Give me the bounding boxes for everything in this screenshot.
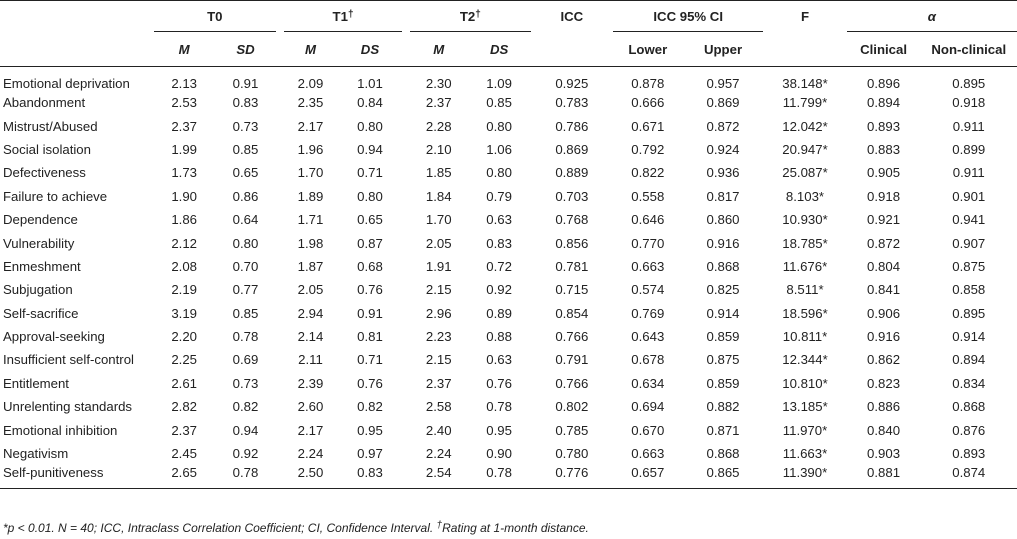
cell-t0m: 2.37 <box>171 118 197 134</box>
cell-t1ds: 0.65 <box>357 212 383 228</box>
row-label: Subjugation <box>3 282 73 298</box>
cell-clin: 0.872 <box>867 235 901 251</box>
cell-t0sd: 0.83 <box>232 95 259 111</box>
cell-t1ds: 0.97 <box>357 446 383 462</box>
cell-t1ds: 1.01 <box>357 76 383 91</box>
table-row <box>0 395 1017 418</box>
cell-t0sd: 0.69 <box>232 352 259 368</box>
cell-t0sd: 0.73 <box>232 118 259 134</box>
cell-clin: 0.841 <box>867 282 901 298</box>
table-row <box>0 208 1017 231</box>
cell-nonclin: 0.918 <box>952 95 986 111</box>
cell-t1m: 2.39 <box>297 375 324 391</box>
row-label: Enmeshment <box>3 258 81 274</box>
cell-lower: 0.670 <box>631 422 665 438</box>
cell-t1ds: 0.91 <box>357 305 383 321</box>
cell-nonclin: 0.875 <box>952 258 986 274</box>
cell-t2m: 2.28 <box>425 118 452 134</box>
table-row <box>0 418 1017 441</box>
cell-t1ds: 0.81 <box>357 329 383 345</box>
cell-icc: 0.869 <box>555 141 589 157</box>
cell-f: 11.970* <box>782 422 828 438</box>
cell-t2m: 2.15 <box>425 282 452 298</box>
cell-t1m: 2.94 <box>297 305 324 321</box>
cell-t0m: 2.08 <box>171 258 197 274</box>
cell-t0m: 1.73 <box>171 165 197 181</box>
stub-header <box>0 1 154 32</box>
cell-t2ds: 0.63 <box>486 352 512 368</box>
cell-t0sd: 0.91 <box>232 76 259 91</box>
cell-icc: 0.791 <box>555 352 589 368</box>
cell-lower: 0.792 <box>631 141 665 157</box>
row-label: Mistrust/Abused <box>3 118 98 134</box>
cell-icc: 0.856 <box>555 235 589 251</box>
cell-lower: 0.694 <box>631 399 665 415</box>
cell-clin: 0.804 <box>867 258 901 274</box>
cell-clin: 0.886 <box>867 399 901 415</box>
cell-lower: 0.663 <box>631 258 665 274</box>
cell-t1m: 2.50 <box>284 465 338 489</box>
cell-t2ds: 0.89 <box>486 305 512 321</box>
t0-header: T0 <box>154 1 277 32</box>
cell-nonclin: 0.894 <box>952 352 986 368</box>
row-label: Self-sacrifice <box>3 305 79 321</box>
table-row <box>0 302 1017 325</box>
cell-t2m: 1.84 <box>425 188 452 204</box>
cell-t2m: 2.05 <box>425 235 452 251</box>
cell-nonclin: 0.868 <box>952 399 986 415</box>
cell-t1m: 1.89 <box>297 188 324 204</box>
cell-icc: 0.925 <box>555 76 589 91</box>
cell-t2ds: 0.78 <box>486 399 512 415</box>
cell-lower: 0.663 <box>631 446 665 462</box>
cell-f: 10.930* <box>782 212 828 228</box>
cell-upper: 0.957 <box>706 76 740 91</box>
row-label: Entitlement <box>3 375 69 391</box>
cell-t2ds: 1.09 <box>486 76 512 91</box>
cell-t0sd: 0.77 <box>232 282 259 298</box>
cell-clin: 0.916 <box>867 329 901 345</box>
cell-icc: 0.766 <box>555 329 589 345</box>
cell-t1m: 2.05 <box>297 282 324 298</box>
cell-icc: 0.766 <box>555 375 589 391</box>
cell-icc: 0.854 <box>555 305 589 321</box>
cell-lower: 0.770 <box>631 235 665 251</box>
cell-t0sd: 0.80 <box>232 235 259 251</box>
cell-t0m: 2.53 <box>171 95 197 111</box>
cell-t2ds: 0.72 <box>486 258 512 274</box>
cell-t0m: 2.37 <box>171 422 197 438</box>
cell-upper: 0.916 <box>706 235 740 251</box>
cell-icc: 0.802 <box>555 399 589 415</box>
cell-t2ds: 0.76 <box>486 375 512 391</box>
cell-icc: 0.781 <box>555 258 589 274</box>
row-label: Failure to achieve <box>3 188 108 204</box>
cell-f: 18.785* <box>782 235 828 251</box>
cell-t0sd: 0.85 <box>232 141 259 157</box>
cell-icc: 0.785 <box>555 422 589 438</box>
cell-clin: 0.905 <box>867 165 901 181</box>
cell-t1m: 1.70 <box>297 165 324 181</box>
table-row <box>0 161 1017 184</box>
cell-t2ds: 0.92 <box>486 282 512 298</box>
cell-f: 20.947* <box>782 141 828 157</box>
cell-t1ds: 0.95 <box>357 422 383 438</box>
cell-f: 38.148* <box>782 76 828 91</box>
row-label: Social isolation <box>3 141 91 157</box>
cell-f: 13.185* <box>782 399 828 415</box>
cell-upper: 0.882 <box>706 399 740 415</box>
cell-t1m: 1.96 <box>297 141 324 157</box>
table-row <box>0 465 1017 489</box>
cell-t1ds: 0.68 <box>357 258 383 274</box>
cell-t2ds: 0.88 <box>486 329 512 345</box>
cell-nonclin: 0.911 <box>952 118 985 134</box>
cell-t0m: 1.86 <box>171 212 197 228</box>
cell-lower: 0.878 <box>631 76 665 91</box>
cell-f: 8.103* <box>785 188 825 204</box>
cell-upper: 0.868 <box>706 258 740 274</box>
cell-clin: 0.918 <box>867 188 901 204</box>
row-label: Self-punitiveness <box>0 465 154 489</box>
cell-upper: 0.865 <box>683 465 764 489</box>
footnote-main: *p < 0.01. N = 40; ICC, Intraclass Correlation Coefficient; CI, Confidence Interval. <box>3 521 437 535</box>
cell-upper: 0.875 <box>706 352 740 368</box>
cell-t2m: 2.58 <box>425 399 452 415</box>
table-row <box>0 255 1017 278</box>
cell-upper: 0.936 <box>706 165 740 181</box>
cell-t1m: 2.14 <box>297 329 324 345</box>
row-label: Unrelenting standards <box>3 399 133 415</box>
cell-nonclin: 0.914 <box>952 329 986 345</box>
cell-t0m: 2.45 <box>171 446 197 462</box>
cell-upper: 0.914 <box>706 305 740 321</box>
cell-upper: 0.924 <box>706 141 740 157</box>
table-row <box>0 138 1017 161</box>
cell-t1m: 2.35 <box>297 95 324 111</box>
cell-t1m: 2.17 <box>297 118 324 134</box>
cell-f: 8.511* <box>786 282 824 298</box>
cell-nonclin: 0.895 <box>952 76 986 91</box>
cell-t0sd: 0.94 <box>232 422 259 438</box>
cell-t1ds: 0.76 <box>357 282 383 298</box>
cell-clin: 0.903 <box>867 446 901 462</box>
t1-ds-header: DS <box>337 32 402 67</box>
row-label: Negativism <box>3 446 69 462</box>
cell-t0sd: 0.92 <box>232 446 259 462</box>
dagger-mark: † <box>347 8 354 20</box>
cell-lower: 0.558 <box>631 188 665 204</box>
cell-lower: 0.574 <box>631 282 665 298</box>
cell-t2m: 1.91 <box>425 258 452 274</box>
cell-t0m: 2.12 <box>171 235 197 251</box>
t0-sd-header: SD <box>215 32 276 67</box>
cell-lower: 0.634 <box>631 375 665 391</box>
row-label: Dependence <box>3 212 78 228</box>
cell-t2ds: 0.63 <box>486 212 512 228</box>
cell-icc: 0.786 <box>555 118 589 134</box>
table-row <box>0 372 1017 395</box>
cell-f: 11.799* <box>782 95 828 111</box>
cell-t1m: 1.87 <box>297 258 324 274</box>
cell-t2m: 2.24 <box>425 446 452 462</box>
cell-t1m: 2.09 <box>297 76 324 91</box>
table-row <box>0 231 1017 254</box>
cell-f: 18.596* <box>782 305 828 321</box>
cell-nonclin: 0.899 <box>952 141 986 157</box>
cell-t1ds: 0.84 <box>357 95 383 111</box>
cell-upper: 0.825 <box>706 282 740 298</box>
cell-icc: 0.703 <box>555 188 589 204</box>
cell-t0sd: 0.65 <box>232 165 259 181</box>
cell-t2ds: 0.85 <box>486 95 512 111</box>
cell-t1m: 1.71 <box>297 212 324 228</box>
row-label: Insufficient self-control <box>3 352 134 368</box>
cell-t0sd: 0.64 <box>232 212 259 228</box>
table-row <box>0 185 1017 208</box>
cell-t0m: 2.20 <box>171 329 197 345</box>
cell-nonclin: 0.941 <box>952 212 986 228</box>
icc-header: ICC <box>538 1 605 32</box>
cell-t2ds: 0.90 <box>486 446 512 462</box>
cell-nonclin: 0.893 <box>952 446 986 462</box>
cell-t1ds: 0.82 <box>357 399 383 415</box>
cell-t2ds: 0.83 <box>486 235 512 251</box>
t0-m-header: M <box>154 32 215 67</box>
cell-t2m: 2.37 <box>425 95 452 111</box>
cell-clin: 0.823 <box>867 375 901 391</box>
footnote-rating: Rating at 1-month distance. <box>442 521 589 535</box>
cell-nonclin: 0.901 <box>952 188 986 204</box>
cell-t0m: 2.61 <box>171 375 197 391</box>
cell-t0m: 2.19 <box>171 282 197 298</box>
cell-t2m: 2.37 <box>425 375 452 391</box>
cell-clin: 0.894 <box>867 95 901 111</box>
cell-f: 12.042* <box>782 118 828 134</box>
cell-f: 11.676* <box>782 258 828 274</box>
cell-t2m: 2.10 <box>425 141 452 157</box>
lower-header: Lower <box>613 32 683 67</box>
table-row <box>0 442 1017 465</box>
cell-lower: 0.822 <box>631 165 665 181</box>
cell-t2ds: 0.80 <box>486 118 512 134</box>
row-label: Vulnerability <box>3 235 75 251</box>
cell-t2ds: 0.80 <box>486 165 512 181</box>
cell-upper: 0.859 <box>706 375 740 391</box>
cell-icc: 0.768 <box>555 212 589 228</box>
cell-t0m: 1.90 <box>171 188 197 204</box>
table-row <box>0 278 1017 301</box>
cell-lower: 0.643 <box>631 329 665 345</box>
cell-t0sd: 0.85 <box>232 305 259 321</box>
cell-t2ds: 0.78 <box>468 465 531 489</box>
cell-t1ds: 0.83 <box>337 465 402 489</box>
cell-t0sd: 0.73 <box>232 375 259 391</box>
footnote-dagger: † <box>436 520 443 531</box>
row-label: Emotional inhibition <box>3 422 118 438</box>
cell-nonclin: 0.911 <box>952 165 985 181</box>
cell-clin: 0.840 <box>867 422 901 438</box>
cell-icc: 0.780 <box>555 446 589 462</box>
cell-t1m: 2.60 <box>297 399 324 415</box>
dagger-mark: † <box>475 8 481 20</box>
cell-clin: 0.883 <box>867 141 901 157</box>
alpha-header: α <box>847 1 1017 32</box>
icc-ci-header: ICC 95% CI <box>613 1 763 32</box>
cell-clin: 0.921 <box>867 212 901 228</box>
t1-header: T1† <box>284 1 403 32</box>
cell-t1ds: 0.71 <box>357 352 383 368</box>
cell-t1m: 2.24 <box>297 446 324 462</box>
cell-t0sd: 0.70 <box>232 258 259 274</box>
cell-clin: 0.881 <box>847 465 921 489</box>
row-label: Emotional deprivation <box>3 76 130 91</box>
nonclinical-header: Non-clinical <box>921 32 1017 67</box>
cell-t1ds: 0.80 <box>357 118 383 134</box>
cell-t0m: 2.65 <box>154 465 215 489</box>
cell-t2m: 2.40 <box>425 422 452 438</box>
cell-t0m: 2.82 <box>171 399 197 415</box>
cell-t0sd: 0.86 <box>232 188 259 204</box>
cell-f: 10.810* <box>782 375 828 391</box>
cell-t2m: 2.23 <box>425 329 452 345</box>
cell-t1ds: 0.76 <box>357 375 383 391</box>
cell-t1m: 2.17 <box>297 422 324 438</box>
cell-clin: 0.906 <box>867 305 901 321</box>
table-footnote <box>3 520 589 535</box>
cell-upper: 0.868 <box>706 446 740 462</box>
cell-t0m: 2.13 <box>171 76 197 91</box>
cell-t2ds: 0.79 <box>486 188 512 204</box>
cell-t2m: 2.54 <box>410 465 468 489</box>
cell-t0m: 1.99 <box>171 141 197 157</box>
cell-icc: 0.889 <box>555 165 589 181</box>
t1-m-header: M <box>284 32 338 67</box>
cell-nonclin: 0.907 <box>952 235 986 251</box>
cell-nonclin: 0.834 <box>952 375 986 391</box>
cell-lower: 0.769 <box>631 305 665 321</box>
cell-f: 12.344* <box>782 352 828 368</box>
cell-clin: 0.896 <box>867 76 901 91</box>
cell-upper: 0.871 <box>706 422 740 438</box>
cell-t1m: 2.11 <box>298 352 323 368</box>
cell-t0m: 3.19 <box>171 305 197 321</box>
upper-header: Upper <box>683 32 764 67</box>
cell-lower: 0.666 <box>631 95 665 111</box>
cell-upper: 0.817 <box>706 188 740 204</box>
cell-lower: 0.671 <box>631 118 665 134</box>
cell-t1ds: 0.87 <box>357 235 383 251</box>
cell-lower: 0.646 <box>631 212 665 228</box>
t2-header: T2† <box>410 1 531 32</box>
cell-t0sd: 0.78 <box>215 465 276 489</box>
cell-t2m: 1.85 <box>425 165 452 181</box>
cell-clin: 0.862 <box>867 352 901 368</box>
cell-t2ds: 0.95 <box>486 422 512 438</box>
table-body <box>0 67 1017 489</box>
cell-f: 25.087* <box>782 165 828 181</box>
t2-ds-header: DS <box>468 32 531 67</box>
table-row <box>0 67 1017 92</box>
cell-f: 11.390* <box>771 465 839 489</box>
cell-nonclin: 0.876 <box>952 422 986 438</box>
cell-f: 10.811* <box>782 329 828 345</box>
cell-f: 11.663* <box>782 446 828 462</box>
row-label: Defectiveness <box>3 165 86 181</box>
cell-t2m: 1.70 <box>425 212 452 228</box>
cell-t2m: 2.15 <box>425 352 452 368</box>
cell-t0sd: 0.78 <box>232 329 259 345</box>
cell-t2m: 2.30 <box>425 76 452 91</box>
clinical-header: Clinical <box>847 32 921 67</box>
cell-t1ds: 0.80 <box>357 188 383 204</box>
cell-t0m: 2.25 <box>171 352 197 368</box>
cell-nonclin: 0.895 <box>952 305 986 321</box>
cell-upper: 0.859 <box>706 329 740 345</box>
cell-upper: 0.860 <box>706 212 740 228</box>
cell-upper: 0.872 <box>706 118 740 134</box>
cell-icc: 0.715 <box>555 282 589 298</box>
cell-upper: 0.869 <box>706 95 740 111</box>
row-label: Abandonment <box>3 95 86 111</box>
t2-m-header: M <box>410 32 468 67</box>
row-label: Approval-seeking <box>3 329 105 345</box>
cell-t2m: 2.96 <box>425 305 452 321</box>
cell-icc: 0.783 <box>555 95 589 111</box>
table-row <box>0 325 1017 348</box>
cell-clin: 0.893 <box>867 118 901 134</box>
cell-t1ds: 0.94 <box>357 141 383 157</box>
cell-nonclin: 0.858 <box>952 282 986 298</box>
cell-t1ds: 0.71 <box>357 165 383 181</box>
cell-icc: 0.776 <box>538 465 605 489</box>
cell-t1m: 1.98 <box>297 235 324 251</box>
table-row <box>0 348 1017 371</box>
table-row <box>0 114 1017 137</box>
cell-lower: 0.657 <box>613 465 683 489</box>
f-header: F <box>771 1 839 32</box>
cell-t2ds: 1.06 <box>486 141 512 157</box>
cell-lower: 0.678 <box>631 352 665 368</box>
cell-nonclin: 0.874 <box>921 465 1017 489</box>
cell-t0sd: 0.82 <box>232 399 259 415</box>
table-row <box>0 91 1017 114</box>
